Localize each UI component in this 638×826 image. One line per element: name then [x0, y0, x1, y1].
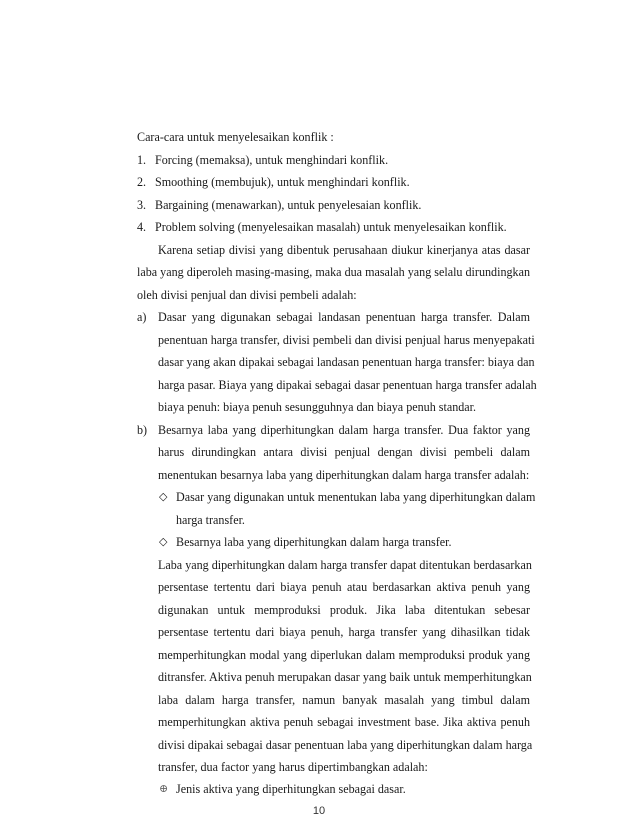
list-item: Smoothing (membujuk), untuk menghindari konflik. [155, 175, 410, 189]
item-a-line: dasar yang akan dipakai sebagai landasan penentuan harga transfer: biaya dan [158, 355, 535, 369]
item-b-line: Besarnya laba yang diperhitungkan dalam harga transfer. Dua faktor yang [158, 423, 530, 437]
list-item: Bargaining (menawarkan), untuk penyelesaian konflik. [155, 198, 422, 212]
continuation-line: Laba yang diperhitungkan dalam harga transfer dapat ditentukan berdasarkan [158, 558, 532, 572]
list-item: Problem solving (menyelesaikan masalah) untuk menyelesaikan konflik. [155, 220, 507, 234]
continuation-line: digunakan untuk memproduksi produk. Jika laba ditentukan sebesar [158, 603, 530, 617]
continuation-line: divisi dipakai sebagai dasar penentuan laba yang diperhitungkan dalam harga [158, 738, 533, 752]
list-item: Forcing (memaksa), untuk menghindari konflik. [155, 153, 389, 167]
bullet-line: Besarnya laba yang diperhitungkan dalam harga transfer. [176, 535, 452, 549]
continuation-line: transfer, dua factor yang harus dipertimbangkan adalah: [158, 760, 428, 774]
item-b-marker: b) [137, 423, 148, 437]
circle-plus-bullet-icon: ⊕ [159, 783, 169, 795]
item-a-marker: a) [137, 310, 147, 324]
continuation-line: memperhitungkan modal yang diperlukan dalam memproduksi produk yang [158, 648, 530, 662]
paragraph-line: Karena setiap divisi yang dibentuk perusahaan diukur kinerjanya atas dasar [158, 243, 530, 257]
item-a-line: Dasar yang digunakan sebagai landasan penentuan harga transfer. Dalam [158, 310, 530, 324]
continuation-line: persentase tertentu dari biaya penuh atau berdasarkan aktiva penuh yang [158, 580, 530, 594]
item-b-line: menentukan besarnya laba yang diperhitungkan dalam harga transfer adalah: [158, 468, 530, 482]
list-number: 3. [137, 198, 147, 212]
list-number: 1. [137, 153, 147, 167]
continuation-line: laba dalam harga transfer, namun banyak masalah yang timbul dalam [158, 693, 530, 707]
bullet-line: harga transfer. [176, 513, 245, 527]
diamond-bullet-icon: ◇ [159, 536, 168, 548]
diamond-bullet-icon: ◇ [159, 491, 168, 503]
item-b-line: harus dirundingkan antara divisi penjual dengan divisi pembeli dalam [158, 445, 530, 459]
bullet-line: Dasar yang digunakan untuk menentukan laba yang diperhitungkan dalam [176, 490, 536, 504]
continuation-line: persentase tertentu dari biaya penuh, harga transfer yang dihasilkan tidak [158, 625, 530, 639]
paragraph-line: oleh divisi penjual dan divisi pembeli adalah: [137, 288, 357, 302]
list-number: 2. [137, 175, 147, 189]
item-a-line: penentuan harga transfer, divisi pembeli dan divisi penjual harus menyepakati [158, 333, 535, 347]
continuation-line: ditransfer. Aktiva penuh merupakan dasar yang baik untuk memperhitungkan [158, 670, 532, 684]
item-a-line: biaya penuh: biaya penuh sesungguhnya dan biaya penuh standar. [158, 400, 477, 414]
intro-text: Cara-cara untuk menyelesaikan konflik : [137, 130, 334, 144]
page-number: 10 [312, 805, 326, 817]
bullet-line: Jenis aktiva yang diperhitungkan sebagai dasar. [176, 782, 406, 796]
paragraph-line: laba yang diperoleh masing-masing, maka dua masalah yang selalu dirundingkan [137, 265, 530, 279]
item-a-line: harga pasar. Biaya yang dipakai sebagai dasar penentuan harga transfer adalah [158, 378, 537, 392]
list-number: 4. [137, 220, 147, 234]
continuation-line: memperhitungkan aktiva penuh sebagai investment base. Jika aktiva penuh [158, 715, 530, 729]
